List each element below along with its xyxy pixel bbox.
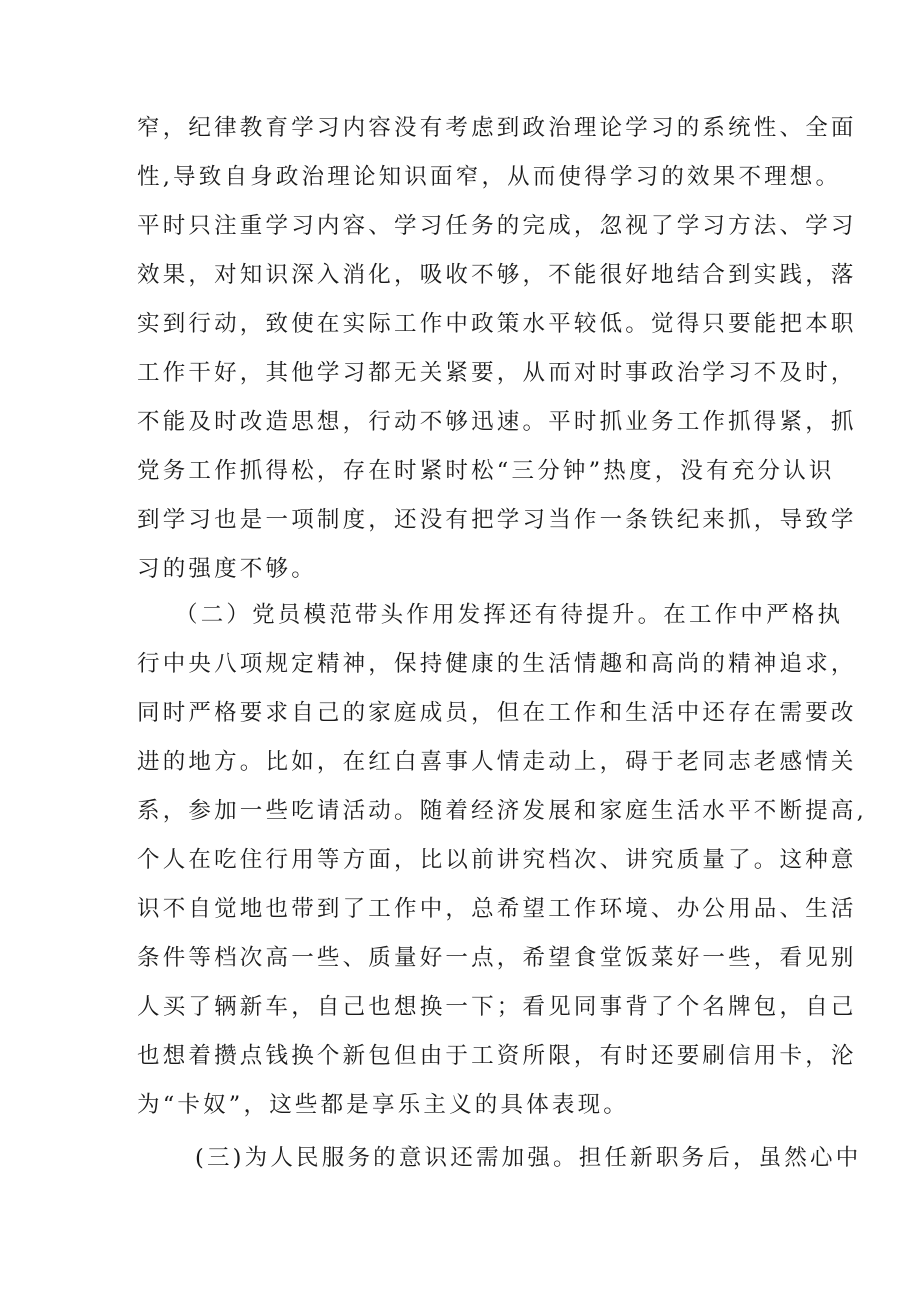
text-line: 窄，纪律教育学习内容没有考虑到政治理论学习的系统性、全面 bbox=[137, 115, 857, 141]
text-line: 条件等档次高一些、质量好一点，希望食堂饭菜好一些，看见别 bbox=[137, 945, 857, 971]
text-line: 习的强度不够。 bbox=[137, 556, 317, 582]
text-line: 性,导致自身政治理论知识面窄，从而使得学习的效果不理想。 bbox=[137, 164, 842, 190]
text-line: 个人在吃住行用等方面，比以前讲究档次、讲究质量了。这种意 bbox=[137, 847, 857, 873]
text-line: 同时严格要求自己的家庭成员，但在工作和生活中还存在需要改 bbox=[137, 700, 857, 726]
paragraph-heading-3: (三)为人民服务的意识还需加强。担任新职务后，虽然心中 bbox=[195, 1145, 862, 1171]
text-line: 行中央八项规定精神，保持健康的生活情趣和高尚的精神追求， bbox=[137, 651, 857, 677]
paragraph-heading-2: （二）党员模范带头作用发挥还有待提升。在工作中严格执 bbox=[175, 602, 844, 628]
text-line: 实到行动，致使在实际工作中政策水平较低。觉得只要能把本职 bbox=[137, 311, 857, 337]
text-line: 平时只注重学习内容、学习任务的完成，忽视了学习方法、学习 bbox=[137, 213, 857, 239]
text-line: 识不自觉地也带到了工作中，总希望工作环境、办公用品、生活 bbox=[137, 896, 857, 922]
text-line: 到学习也是一项制度，还没有把学习当作一条铁纪来抓，导致学 bbox=[137, 507, 857, 533]
text-line: 系，参加一些吃请活动。随着经济发展和家庭生活水平不断提高, bbox=[137, 798, 867, 824]
text-line: 进的地方。比如，在红白喜事人情走动上，碍于老同志老感情关 bbox=[137, 749, 857, 775]
text-line: 党务工作抓得松，存在时紧时松“三分钟”热度，没有充分认识 bbox=[137, 458, 835, 484]
text-line: 为“卡奴”，这些都是享乐主义的具体表现。 bbox=[137, 1092, 630, 1118]
text-line: 人买了辆新车，自己也想换一下；看见同事背了个名牌包，自己 bbox=[137, 994, 857, 1020]
text-line: 效果，对知识深入消化，吸收不够，不能很好地结合到实践，落 bbox=[137, 262, 857, 288]
text-line: 也想着攒点钱换个新包但由于工资所限，有时还要刷信用卡，沦 bbox=[137, 1043, 857, 1069]
text-line: 工作干好，其他学习都无关紧要，从而对时事政治学习不及时， bbox=[137, 360, 857, 386]
text-line: 不能及时改造思想，行动不够迅速。平时抓业务工作抓得紧，抓 bbox=[137, 409, 857, 435]
